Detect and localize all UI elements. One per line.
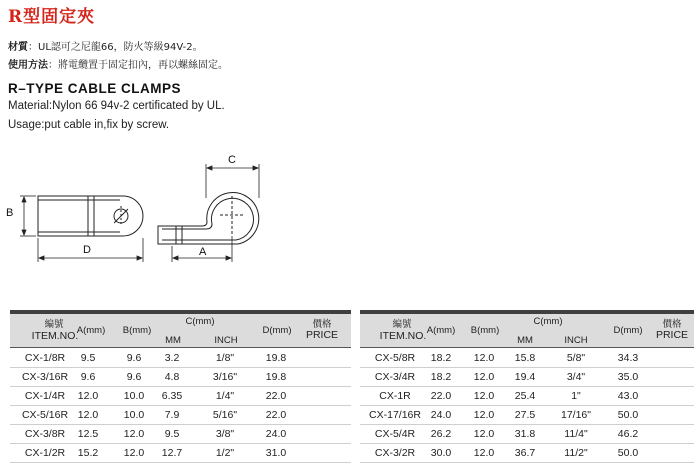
header-b: B(mm) bbox=[470, 325, 500, 336]
cell-item: CX-5/8R bbox=[374, 352, 416, 364]
cell-a: 18.2 bbox=[430, 352, 452, 364]
material-cn-text: ：UL認可之尼龍66，防火等級94V-2。 bbox=[28, 42, 203, 53]
cell-b: 12.0 bbox=[473, 390, 495, 402]
cell-mm: 25.4 bbox=[514, 390, 536, 402]
cell-item: CX-1/8R bbox=[24, 352, 66, 364]
cell-b: 12.0 bbox=[473, 447, 495, 459]
dimension-b bbox=[20, 196, 36, 236]
header-a: A(mm) bbox=[76, 325, 106, 336]
row-divider bbox=[10, 386, 351, 387]
cell-b: 12.0 bbox=[473, 409, 495, 421]
material-en: Material:Nylon 66 94v-2 certificated by UL. bbox=[8, 100, 225, 112]
cell-a: 12.0 bbox=[77, 409, 99, 421]
row-divider bbox=[360, 367, 694, 368]
cell-item: CX-1/2R bbox=[24, 447, 66, 459]
cell-b: 9.6 bbox=[126, 371, 142, 383]
header-b: B(mm) bbox=[122, 325, 152, 336]
usage-cn-text: ：將電纜置于固定扣內，再以螺絲固定。 bbox=[48, 60, 228, 71]
cell-d: 46.2 bbox=[617, 428, 639, 440]
row-divider bbox=[10, 405, 351, 406]
cell-inch: 1/4" bbox=[215, 390, 235, 402]
header-d: D(mm) bbox=[613, 325, 643, 336]
header-item-en: ITEM.NO. bbox=[379, 330, 427, 342]
usage-en: Usage:put cable in,fix by screw. bbox=[8, 119, 170, 131]
header-price-cn: 價格 bbox=[312, 319, 332, 330]
cell-mm: 3.2 bbox=[164, 352, 180, 364]
dimension-b-label: B bbox=[6, 207, 14, 219]
header-price-cn: 價格 bbox=[662, 319, 682, 330]
cell-inch: 11/2" bbox=[564, 447, 588, 459]
row-divider bbox=[360, 386, 694, 387]
table-right-header-divider bbox=[360, 347, 694, 348]
header-c: C(mm) bbox=[533, 316, 563, 327]
cell-d: 50.0 bbox=[617, 409, 639, 421]
cell-mm: 31.8 bbox=[514, 428, 536, 440]
row-divider bbox=[360, 424, 694, 425]
cell-d: 19.8 bbox=[265, 352, 287, 364]
cell-inch: 5/8" bbox=[566, 352, 586, 364]
row-divider bbox=[10, 443, 351, 444]
header-c-mm: MM bbox=[165, 335, 181, 346]
cell-a: 18.2 bbox=[430, 371, 452, 383]
cell-item: CX-5/16R bbox=[21, 409, 69, 421]
cell-a: 26.2 bbox=[430, 428, 452, 440]
usage-cn-label: 使用方法 bbox=[8, 60, 48, 71]
cell-item: CX-17/16R bbox=[369, 409, 421, 421]
cell-item: CX-3/2R bbox=[374, 447, 416, 459]
cell-b: 12.0 bbox=[473, 352, 495, 364]
cell-a: 12.5 bbox=[77, 428, 99, 440]
cell-inch: 3/4" bbox=[566, 371, 586, 383]
cell-a: 30.0 bbox=[430, 447, 452, 459]
cell-inch: 3/8" bbox=[215, 428, 235, 440]
header-c: C(mm) bbox=[185, 316, 215, 327]
cell-a: 12.0 bbox=[77, 390, 99, 402]
cell-d: 24.0 bbox=[265, 428, 287, 440]
cell-mm: 27.5 bbox=[514, 409, 536, 421]
title-en: R–TYPE CABLE CLAMPS bbox=[8, 81, 182, 96]
header-d: D(mm) bbox=[262, 325, 292, 336]
header-c-mm: MM bbox=[517, 335, 533, 346]
header-price-en: PRICE bbox=[305, 329, 339, 341]
cell-d: 31.0 bbox=[265, 447, 287, 459]
cell-mm: 12.7 bbox=[161, 447, 183, 459]
cell-d: 34.3 bbox=[617, 352, 639, 364]
cell-d: 19.8 bbox=[265, 371, 287, 383]
table-left-header-divider bbox=[10, 347, 351, 348]
cell-mm: 19.4 bbox=[514, 371, 536, 383]
cell-mm: 7.9 bbox=[164, 409, 180, 421]
cell-b: 12.0 bbox=[473, 371, 495, 383]
cell-inch: 11/4" bbox=[564, 428, 588, 440]
cell-item: CX-1R bbox=[379, 390, 411, 402]
cell-d: 50.0 bbox=[617, 447, 639, 459]
cell-mm: 6.35 bbox=[161, 390, 183, 402]
cell-item: CX-1/4R bbox=[24, 390, 66, 402]
cell-mm: 15.8 bbox=[514, 352, 536, 364]
cell-item: CX-3/16R bbox=[21, 371, 69, 383]
dimension-c-label: C bbox=[228, 154, 236, 166]
page-title-cn: R型固定夾 bbox=[8, 7, 96, 27]
cell-b: 9.6 bbox=[126, 352, 142, 364]
row-divider bbox=[10, 462, 351, 463]
cell-item: CX-3/4R bbox=[374, 371, 416, 383]
cell-item: CX-3/8R bbox=[24, 428, 66, 440]
cell-b: 12.0 bbox=[473, 428, 495, 440]
clamp-side-view bbox=[38, 196, 143, 236]
cell-b: 10.0 bbox=[123, 409, 145, 421]
cell-d: 43.0 bbox=[617, 390, 639, 402]
cell-a: 24.0 bbox=[430, 409, 452, 421]
cell-a: 9.5 bbox=[80, 352, 96, 364]
cell-inch: 3/16" bbox=[212, 371, 238, 383]
usage-cn-line bbox=[8, 56, 228, 71]
cell-d: 22.0 bbox=[265, 409, 287, 421]
header-price-en: PRICE bbox=[655, 329, 689, 341]
cell-inch: 1/2" bbox=[215, 447, 235, 459]
row-divider bbox=[360, 443, 694, 444]
cell-mm: 9.5 bbox=[164, 428, 180, 440]
cell-inch: 1" bbox=[571, 390, 581, 402]
header-item-en: ITEM.NO. bbox=[31, 330, 79, 342]
row-divider bbox=[10, 424, 351, 425]
cell-a: 22.0 bbox=[430, 390, 452, 402]
cell-inch: 5/16" bbox=[212, 409, 238, 421]
row-divider bbox=[360, 405, 694, 406]
header-c-inch: INCH bbox=[564, 335, 588, 346]
header-c-inch: INCH bbox=[214, 335, 238, 346]
cell-mm: 36.7 bbox=[514, 447, 536, 459]
cell-a: 15.2 bbox=[77, 447, 99, 459]
material-cn-line bbox=[8, 38, 203, 53]
clamp-front-view bbox=[158, 193, 259, 244]
cell-mm: 4.8 bbox=[164, 371, 180, 383]
cell-inch: 17/16" bbox=[560, 409, 591, 421]
cell-item: CX-5/4R bbox=[374, 428, 416, 440]
cell-b: 10.0 bbox=[123, 390, 145, 402]
dimension-a-label: A bbox=[199, 246, 207, 258]
header-a: A(mm) bbox=[426, 325, 456, 336]
cell-b: 12.0 bbox=[123, 428, 145, 440]
cell-b: 12.0 bbox=[123, 447, 145, 459]
row-divider bbox=[10, 367, 351, 368]
header-item-cn: 編號 bbox=[44, 319, 64, 330]
header-item-cn: 編號 bbox=[392, 319, 412, 330]
row-divider bbox=[360, 462, 694, 463]
material-cn-label: 材質 bbox=[8, 42, 28, 53]
cell-d: 22.0 bbox=[265, 390, 287, 402]
clamp-drawing bbox=[0, 150, 700, 270]
cell-inch: 1/8" bbox=[215, 352, 235, 364]
cell-d: 35.0 bbox=[617, 371, 639, 383]
dimension-d-label: D bbox=[83, 244, 91, 256]
cell-a: 9.6 bbox=[80, 371, 96, 383]
